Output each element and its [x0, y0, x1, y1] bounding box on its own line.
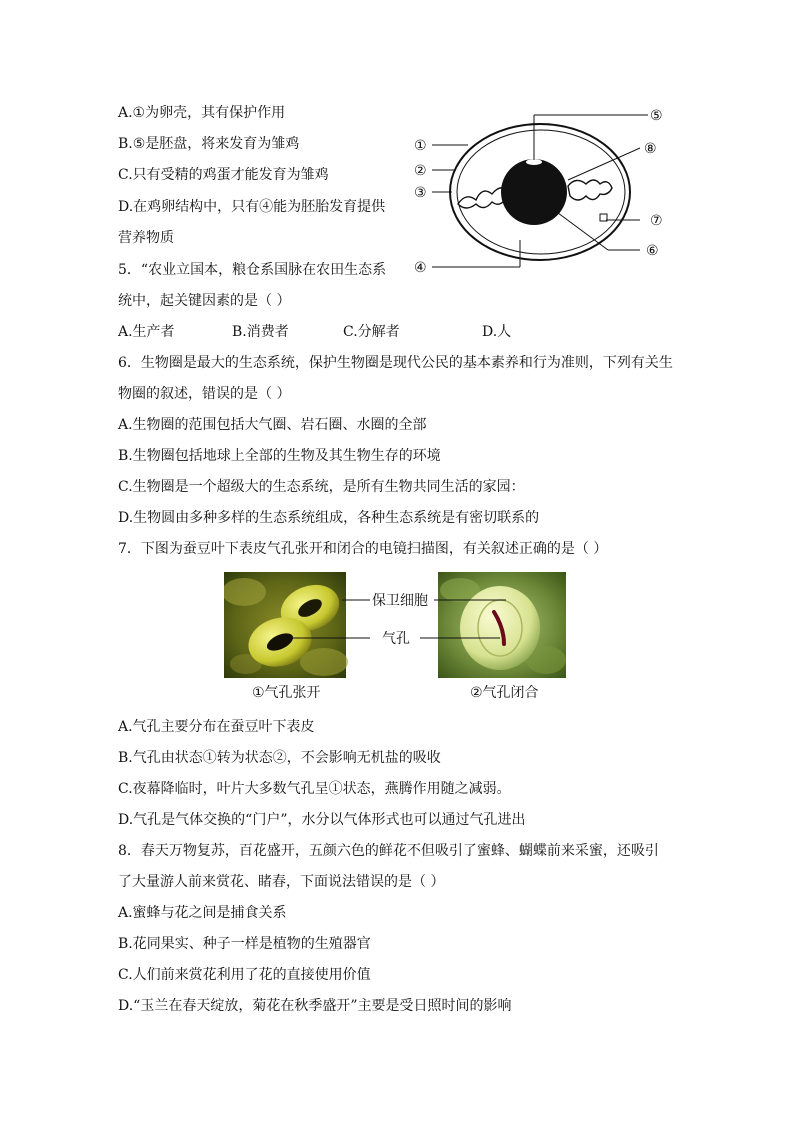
q5-option-b: B.消费者: [232, 324, 289, 340]
egg-diagram: [408, 100, 678, 280]
q6-stem-1: 6．生物圈是最大的生态系统，保护生物圈是现代公民的基本素养和行为准则，下列有关生: [118, 355, 673, 371]
q5-option-d: D.人: [482, 324, 512, 340]
q6-option-c: C.生物圈是一个超级大的生态系统，是所有生物共同生活的家园：: [118, 479, 525, 495]
label-pore: 气孔: [382, 631, 410, 647]
air-cell-marker: [600, 214, 607, 221]
q8-option-c: C.人们前来赏花利用了花的直接使用价值: [118, 967, 371, 983]
q4-option-d: D.在鸡卵结构中，只有④能为胚胎发育提供: [118, 199, 386, 215]
q4-option-a: A.①为卵壳，其有保护作用: [118, 105, 286, 121]
q5-stem-1: 5．“农业立国本，粮仓系国脉在农田生态系: [118, 262, 387, 278]
q6-stem-2: 物圈的叙述，错误的是（ ）: [118, 386, 291, 402]
q7-option-d: D.气孔是气体交换的“门户”，水分以气体形式也可以通过气孔进出: [118, 812, 526, 828]
q5-option-c: C.分解者: [343, 324, 400, 340]
q5-option-a: A.生产者: [118, 324, 175, 340]
egg-label-6: ⑥: [646, 243, 659, 259]
q8-option-b: B.花同果实、种子一样是植物的生殖器官: [118, 936, 371, 952]
q8-stem-1: 8．春天万物复苏，百花盛开，五颜六色的鲜花不但吸引了蜜蜂、蝴蝶前来采蜜，还吸引: [118, 843, 659, 859]
stomata-figure: [224, 572, 570, 682]
caption-closed: ②气孔闭合: [470, 685, 539, 701]
q7-stem: 7．下图为蚕豆叶下表皮气孔张开和闭合的电镜扫描图，有关叙述正确的是（ ）: [118, 541, 608, 557]
q4-option-c: C.只有受精的鸡蛋才能发育为雏鸡: [118, 167, 329, 183]
q7-option-c: C.夜幕降临时，叶片大多数气孔呈①状态，燕腾作用随之减弱。: [118, 781, 511, 797]
q6-option-b: B.生物圈包括地球上全部的生物及其生物生存的环境: [118, 448, 441, 464]
label-guard-cell: 保卫细胞: [372, 593, 428, 609]
egg-yolk: [501, 159, 567, 225]
q5-stem-2: 统中，起关键因素的是（ ）: [118, 293, 291, 309]
q8-option-a: A.蜜蜂与花之间是捕食关系: [118, 905, 287, 921]
egg-label-8: ⑧: [644, 141, 657, 157]
caption-open: ①气孔张开: [252, 685, 321, 701]
egg-label-2: ②: [414, 163, 427, 179]
q4-option-b: B.⑤是胚盘，将来发育为雏鸡: [118, 136, 300, 152]
egg-label-3: ③: [414, 185, 427, 201]
q7-option-b: B.气孔由状态①转为状态②，不会影响无机盐的吸收: [118, 750, 441, 766]
egg-label-7: ⑦: [650, 213, 663, 229]
q4-option-d-cont: 营养物质: [118, 230, 174, 246]
egg-label-1: ①: [414, 138, 427, 154]
egg-label-5: ⑤: [650, 108, 663, 124]
q6-option-a: A.生物圈的范围包括大气圈、岩石圈、水圈的全部: [118, 417, 427, 433]
egg-label-4: ④: [414, 260, 427, 276]
q8-stem-2: 了大量游人前来赏花、睹春，下面说法错误的是（ ）: [118, 874, 445, 890]
q8-option-d: D.“玉兰在春天绽放，菊花在秋季盛开”主要是受日照时间的影响: [118, 998, 512, 1014]
q7-option-a: A.气孔主要分布在蚕豆叶下表皮: [118, 719, 315, 735]
q6-option-d: D.生物圆由多种多样的生态系统组成，各种生态系统是有密切联系的: [118, 510, 540, 526]
